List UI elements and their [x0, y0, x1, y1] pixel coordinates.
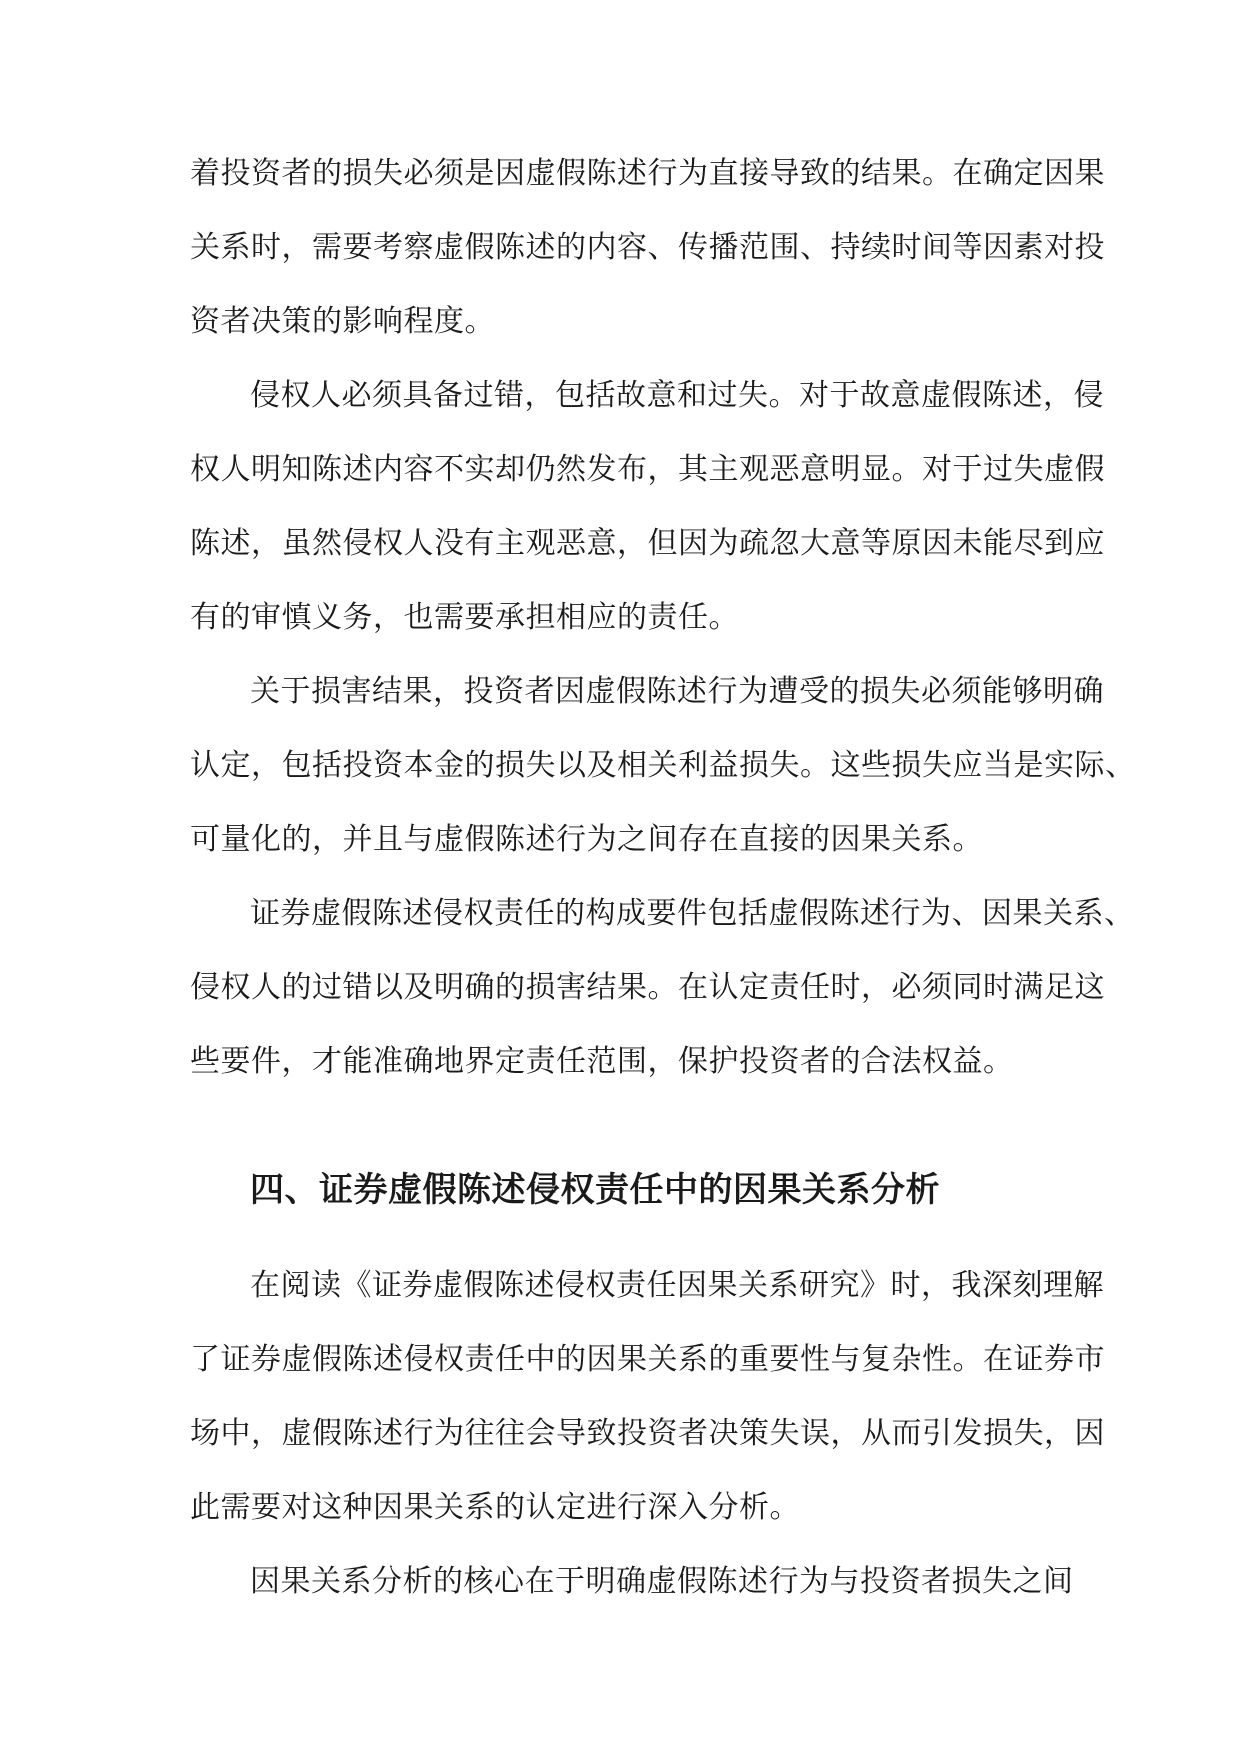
paragraph-6-line-1: 因果关系分析的核心在于明确虚假陈述行为与投资者损失之间	[250, 1564, 1074, 1599]
paragraph-4-line-2: 侵权人的过错以及明确的损害结果。在认定责任时，必须同时满足这	[190, 970, 1105, 1005]
paragraph-2-line-3: 陈述，虽然侵权人没有主观恶意，但因为疏忽大意等原因未能尽到应	[190, 526, 1105, 561]
paragraph-5-line-2: 了证券虚假陈述侵权责任中的因果关系的重要性与复杂性。在证券市	[190, 1342, 1105, 1377]
paragraph-5-line-4: 此需要对这种因果关系的认定进行深入分析。	[190, 1490, 800, 1525]
paragraph-3-line-3: 可量化的，并且与虚假陈述行为之间存在直接的因果关系。	[190, 822, 983, 857]
paragraph-1-line-3: 资者决策的影响程度。	[190, 304, 495, 339]
paragraph-3-line-2: 认定，包括投资本金的损失以及相关利益损失。这些损失应当是实际、	[190, 748, 1136, 783]
paragraph-2-line-4: 有的审慎义务，也需要承担相应的责任。	[190, 600, 739, 635]
paragraph-5-line-3: 场中，虚假陈述行为往往会导致投资者决策失误，从而引发损失，因	[190, 1416, 1105, 1451]
paragraph-2-line-2: 权人明知陈述内容不实却仍然发布，其主观恶意明显。对于过失虚假	[190, 452, 1105, 487]
paragraph-3-line-1: 关于损害结果，投资者因虚假陈述行为遭受的损失必须能够明确	[250, 674, 1104, 709]
paragraph-4-line-1: 证券虚假陈述侵权责任的构成要件包括虚假陈述行为、因果关系、	[250, 896, 1135, 931]
paragraph-1-line-2: 关系时，需要考察虚假陈述的内容、传播范围、持续时间等因素对投	[190, 230, 1105, 265]
section-heading: 四、证券虚假陈述侵权责任中的因果关系分析	[250, 1170, 940, 1210]
paragraph-1-line-1: 着投资者的损失必须是因虚假陈述行为直接导致的结果。在确定因果	[190, 156, 1105, 191]
paragraph-2-line-1: 侵权人必须具备过错，包括故意和过失。对于故意虚假陈述，侵	[250, 378, 1104, 413]
paragraph-5-line-1: 在阅读《证券虚假陈述侵权责任因果关系研究》时，我深刻理解	[250, 1268, 1104, 1303]
paragraph-4-line-3: 些要件，才能准确地界定责任范围，保护投资者的合法权益。	[190, 1044, 1014, 1079]
